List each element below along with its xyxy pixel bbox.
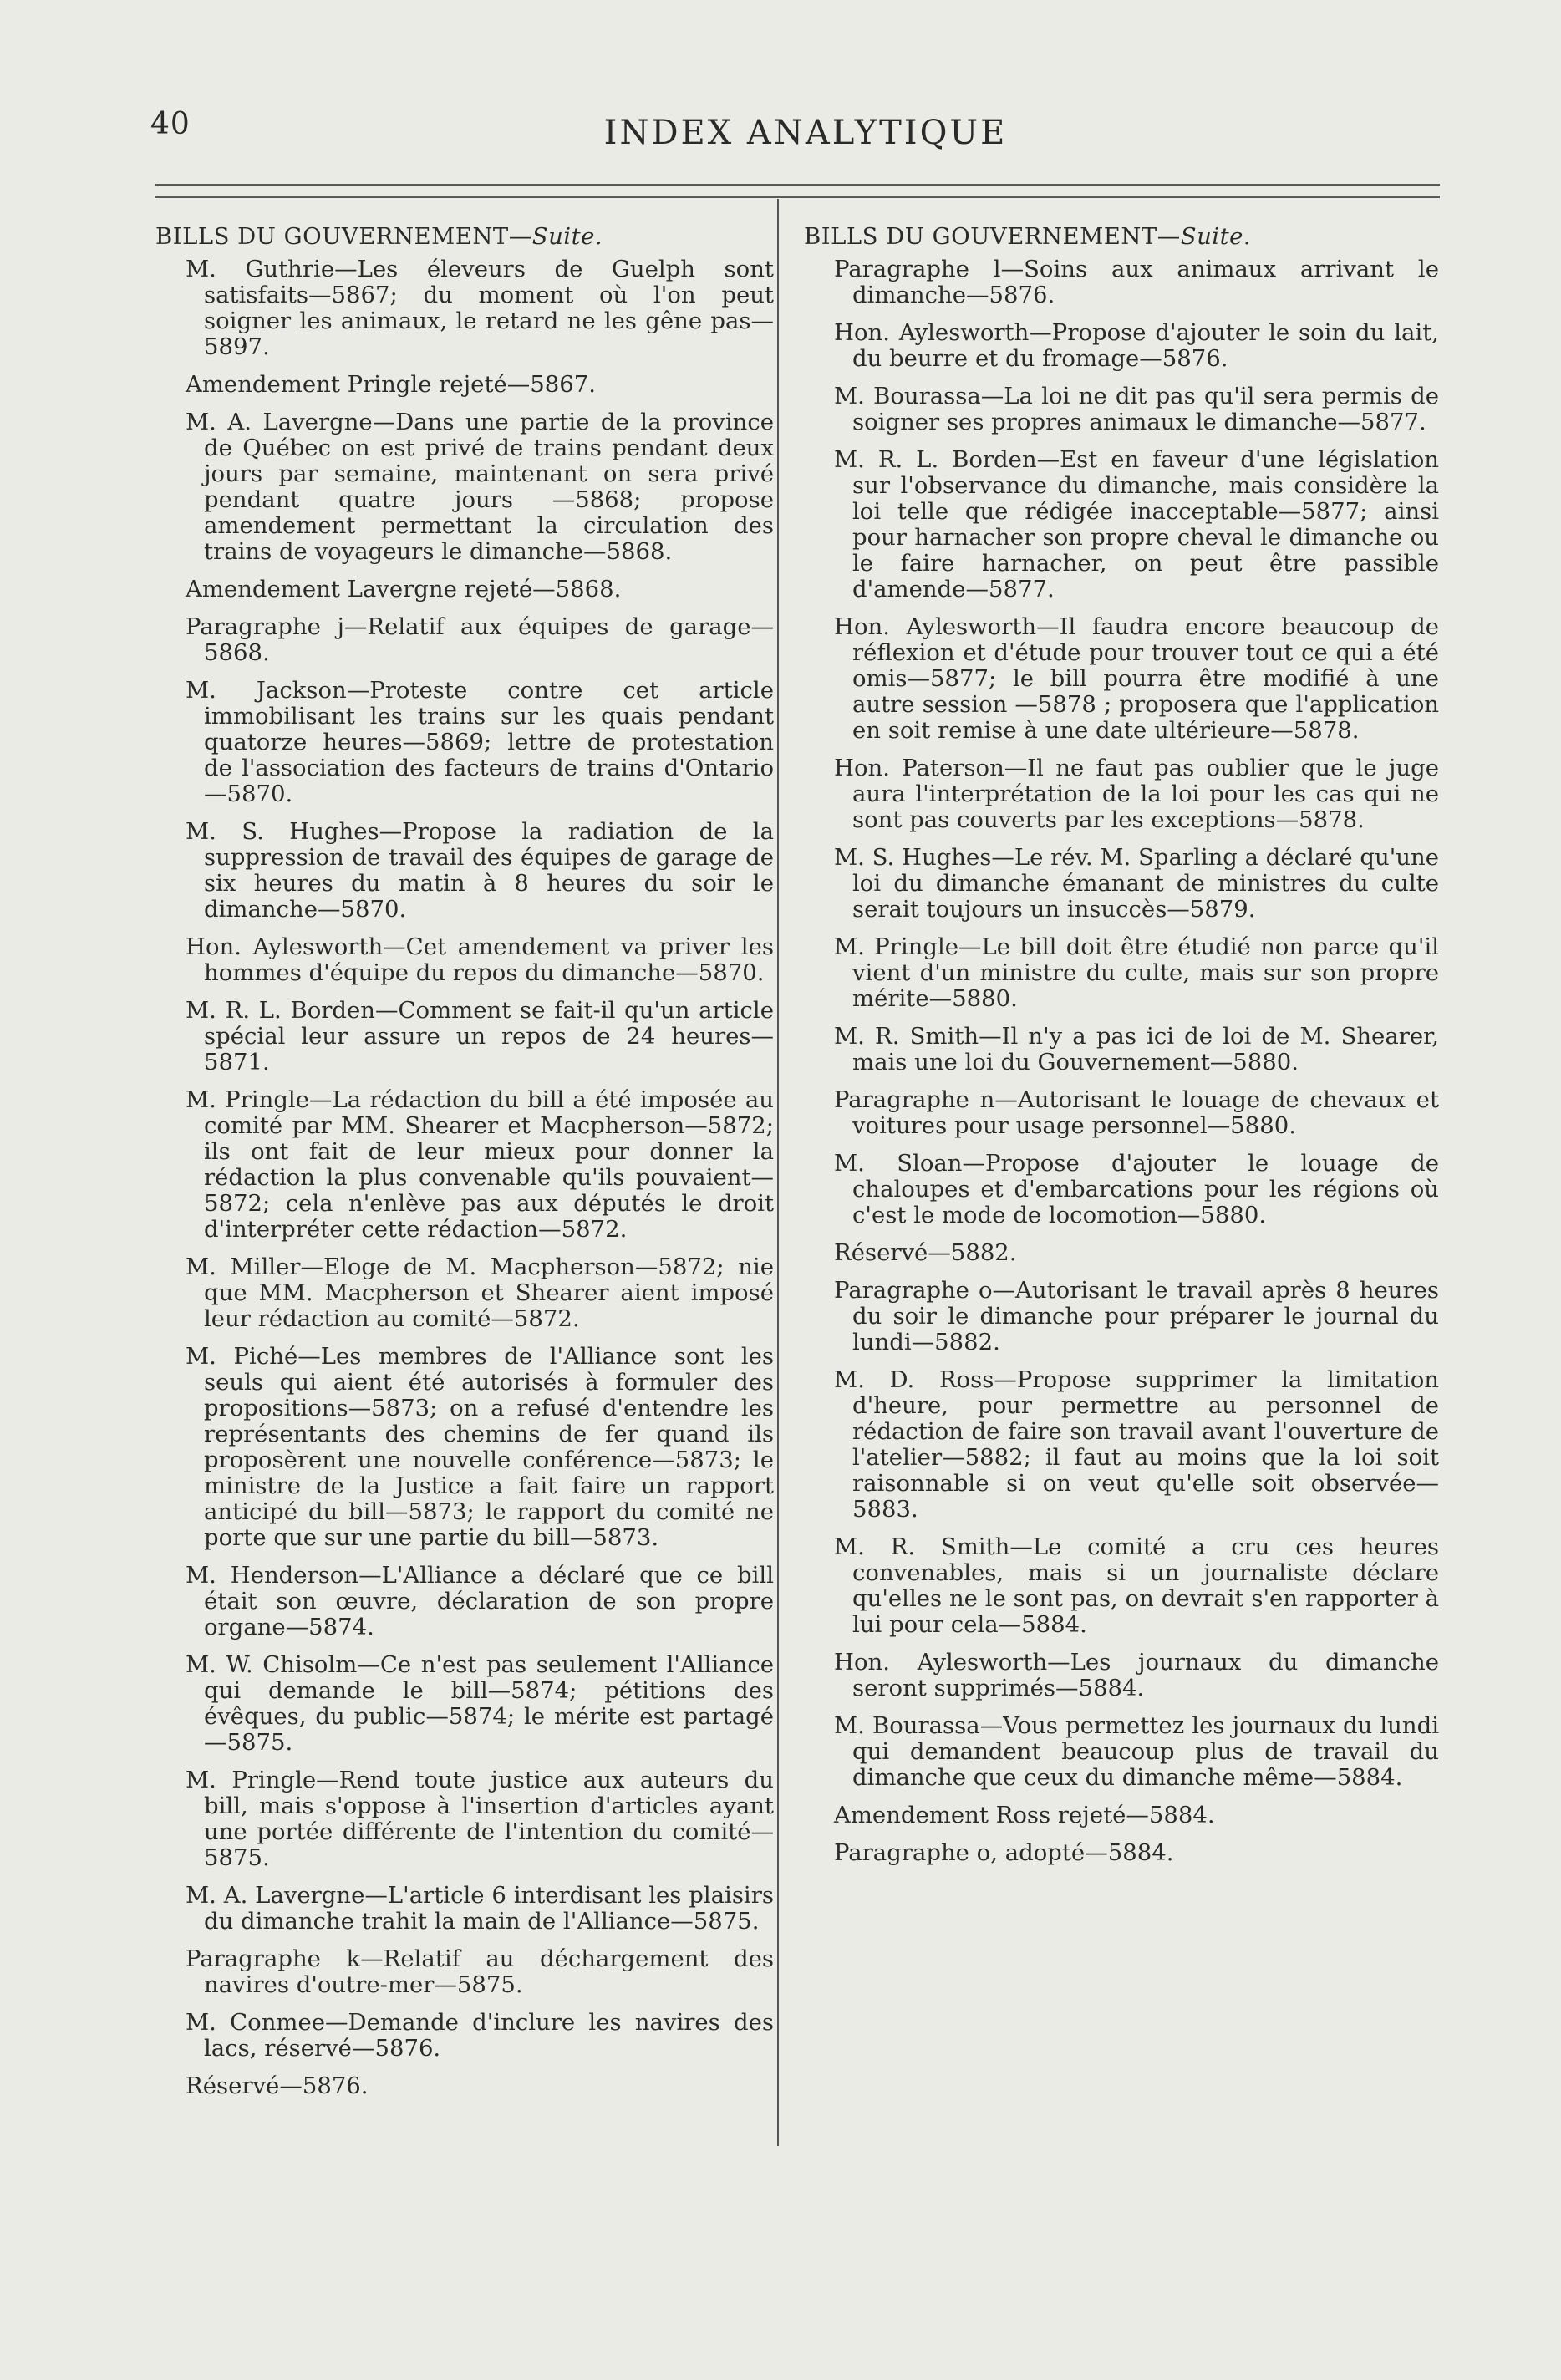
- index-entry: M. R. L. Borden—Comment se fait-il qu'un article spécial leur assure un repos de 24 heures—5871.: [186, 997, 774, 1076]
- index-entry: Paragraphe j—Relatif aux équipes de garage—5868.: [186, 613, 774, 666]
- index-entry: M. S. Hughes—Le rév. M. Sparling a déclaré qu'une loi du dimanche émanant de ministres du culte serait toujours un insuccès—5879.: [834, 844, 1439, 923]
- index-entry: M. R. L. Borden—Est en faveur d'une législation sur l'observance du dimanche, mais considère la loi telle que rédigée inacceptable—5877; ainsi pour harnacher son propre cheval le dimanche ou le faire harnacher, on peut être passible d'amende—5877.: [834, 446, 1439, 603]
- left-heading-text: BILLS DU GOUVERNEMENT—: [155, 223, 532, 250]
- left-heading-suffix: Suite.: [531, 223, 603, 250]
- index-entry: Paragraphe n—Autorisant le louage de chevaux et voitures pour usage personnel—5880.: [834, 1086, 1439, 1139]
- index-entry: M. Bourassa—La loi ne dit pas qu'il sera permis de soigner ses propres animaux le dimanche—5877.: [834, 383, 1439, 435]
- column-divider: [777, 199, 779, 2146]
- index-entry: M. Conmee—Demande d'inclure les navires des lacs, réservé—5876.: [186, 2009, 774, 2062]
- index-entry: Amendement Ross rejeté—5884.: [834, 1802, 1215, 1828]
- index-entry: Hon. Aylesworth—Cet amendement va priver les hommes d'équipe du repos du dimanche—5870.: [186, 933, 774, 986]
- left-column: [155, 224, 774, 2111]
- right-column-heading: [804, 224, 1439, 250]
- page-number: 40: [150, 107, 191, 141]
- index-entry: M. Pringle—Rend toute justice aux auteurs du bill, mais s'oppose à l'insertion d'articles ayant une portée différente de l'intention du comité—5875.: [186, 1767, 774, 1871]
- index-entry: Paragraphe o, adopté—5884.: [834, 1839, 1174, 1866]
- index-entry: Amendement Lavergne rejeté—5868.: [186, 576, 622, 603]
- index-entry: M. Henderson—L'Alliance a déclaré que ce bill était son œuvre, déclaration de son propre organe—5874.: [186, 1562, 774, 1640]
- index-entry: M. W. Chisolm—Ce n'est pas seulement l'Alliance qui demande le bill—5874; pétitions des évêques, du public—5874; le mérite est partagé—5875.: [186, 1651, 774, 1756]
- header-rule-top: [155, 184, 1440, 186]
- index-entry: M. Pringle—Le bill doit être étudié non parce qu'il vient d'un ministre du culte, mais sur son propre mérite—5880.: [834, 933, 1439, 1012]
- index-entry: M. D. Ross—Propose supprimer la limitation d'heure, pour permettre au personnel de rédaction de faire son travail avant l'ouverture de l'atelier—5882; il faut au moins que la loi soit raisonnable si on veut qu'elle soit observée—5883.: [834, 1366, 1439, 1523]
- index-entry: Réservé—5882.: [834, 1239, 1017, 1266]
- index-entry: M. Bourassa—Vous permettez les journaux du lundi qui demandent beaucoup plus de travail du dimanche que ceux du dimanche même—5884.: [834, 1712, 1439, 1791]
- index-entry: M. S. Hughes—Propose la radiation de la suppression de travail des équipes de garage de six heures du matin à 8 heures du soir le dimanche—5870.: [186, 818, 774, 923]
- index-entry: Paragraphe k—Relatif au déchargement des navires d'outre-mer—5875.: [186, 1945, 774, 1998]
- index-entry: M. R. Smith—Il n'y a pas ici de loi de M. Shearer, mais une loi du Gouvernement—5880.: [834, 1023, 1439, 1076]
- index-entry: M. R. Smith—Le comité a cru ces heures convenables, mais si un journaliste déclare qu'elles ne le sont pas, on devrait s'en rapporter à lui pour cela—5884.: [834, 1533, 1439, 1638]
- index-entry: M. Sloan—Propose d'ajouter le louage de chaloupes et d'embarcations pour les régions où c'est le mode de locomotion—5880.: [834, 1150, 1439, 1228]
- index-entry: Hon. Aylesworth—Il faudra encore beaucoup de réflexion et d'étude pour trouver tout ce qui a été omis—5877; le bill pourra être modifié à une autre session —5878 ; proposera que l'application en soit remise à une date ultérieure—5878.: [834, 613, 1439, 744]
- page-title: INDEX ANALYTIQUE: [603, 114, 1008, 152]
- left-column-heading: [155, 224, 774, 250]
- right-heading-suffix: Suite.: [1180, 223, 1252, 250]
- index-entry: M. A. Lavergne—Dans une partie de la province de Québec on est privé de trains pendant deux jours par semaine, maintenant on sera privé pendant quatre jours —5868; propose amendement permettant la circulation des trains de voyageurs le dimanche—5868.: [186, 409, 774, 565]
- index-entry: Amendement Pringle rejeté—5867.: [186, 371, 596, 398]
- index-entry: Hon. Aylesworth—Les journaux du dimanche seront supprimés—5884.: [834, 1649, 1439, 1701]
- index-entry: M. Jackson—Proteste contre cet article immobilisant les trains sur les quais pendant quatorze heures—5869; lettre de protestation de l'association des facteurs de trains d'Ontario—5870.: [186, 677, 774, 807]
- index-entry: Réservé—5876.: [186, 2072, 369, 2099]
- right-column: [804, 224, 1439, 1878]
- index-entry: M. Guthrie—Les éleveurs de Guelph sont satisfaits—5867; du moment où l'on peut soigner les animaux, le retard ne les gêne pas—5897.: [186, 256, 774, 360]
- index-entry: M. Piché—Les membres de l'Alliance sont les seuls qui aient été autorisés à formuler des propositions—5873; on a refusé d'entendre les représentants des chemins de fer quand ils proposèrent une nouvelle conférence—5873; le ministre de la Justice a fait faire un rapport anticipé du bill—5873; le rapport du comité ne porte que sur une partie du bill—5873.: [186, 1343, 774, 1551]
- index-entry: Paragraphe o—Autorisant le travail après 8 heures du soir le dimanche pour préparer le journal du lundi—5882.: [834, 1277, 1439, 1355]
- index-entry: Hon. Aylesworth—Propose d'ajouter le soin du lait, du beurre et du fromage—5876.: [834, 319, 1439, 372]
- index-entry: Paragraphe l—Soins aux animaux arrivant le dimanche—5876.: [834, 256, 1439, 308]
- index-entry: M. Miller—Eloge de M. Macpherson—5872; nie que MM. Macpherson et Shearer aient imposé leur rédaction au comité—5872.: [186, 1254, 774, 1332]
- index-entry: M. A. Lavergne—L'article 6 interdisant les plaisirs du dimanche trahit la main de l'Alliance—5875.: [186, 1882, 774, 1935]
- header-rule-bottom: [155, 196, 1440, 198]
- index-entry: M. Pringle—La rédaction du bill a été imposée au comité par MM. Shearer et Macpherson—5872; ils ont fait de leur mieux pour donner la rédaction la plus convenable qu'ils pouvaient—5872; cela n'enlève pas aux députés le droit d'interpréter cette rédaction—5872.: [186, 1086, 774, 1243]
- index-entry: Hon. Paterson—Il ne faut pas oublier que le juge aura l'interprétation de la loi pour les cas qui ne sont pas couverts par les exceptions—5878.: [834, 755, 1439, 833]
- right-heading-text: BILLS DU GOUVERNEMENT—: [804, 223, 1181, 250]
